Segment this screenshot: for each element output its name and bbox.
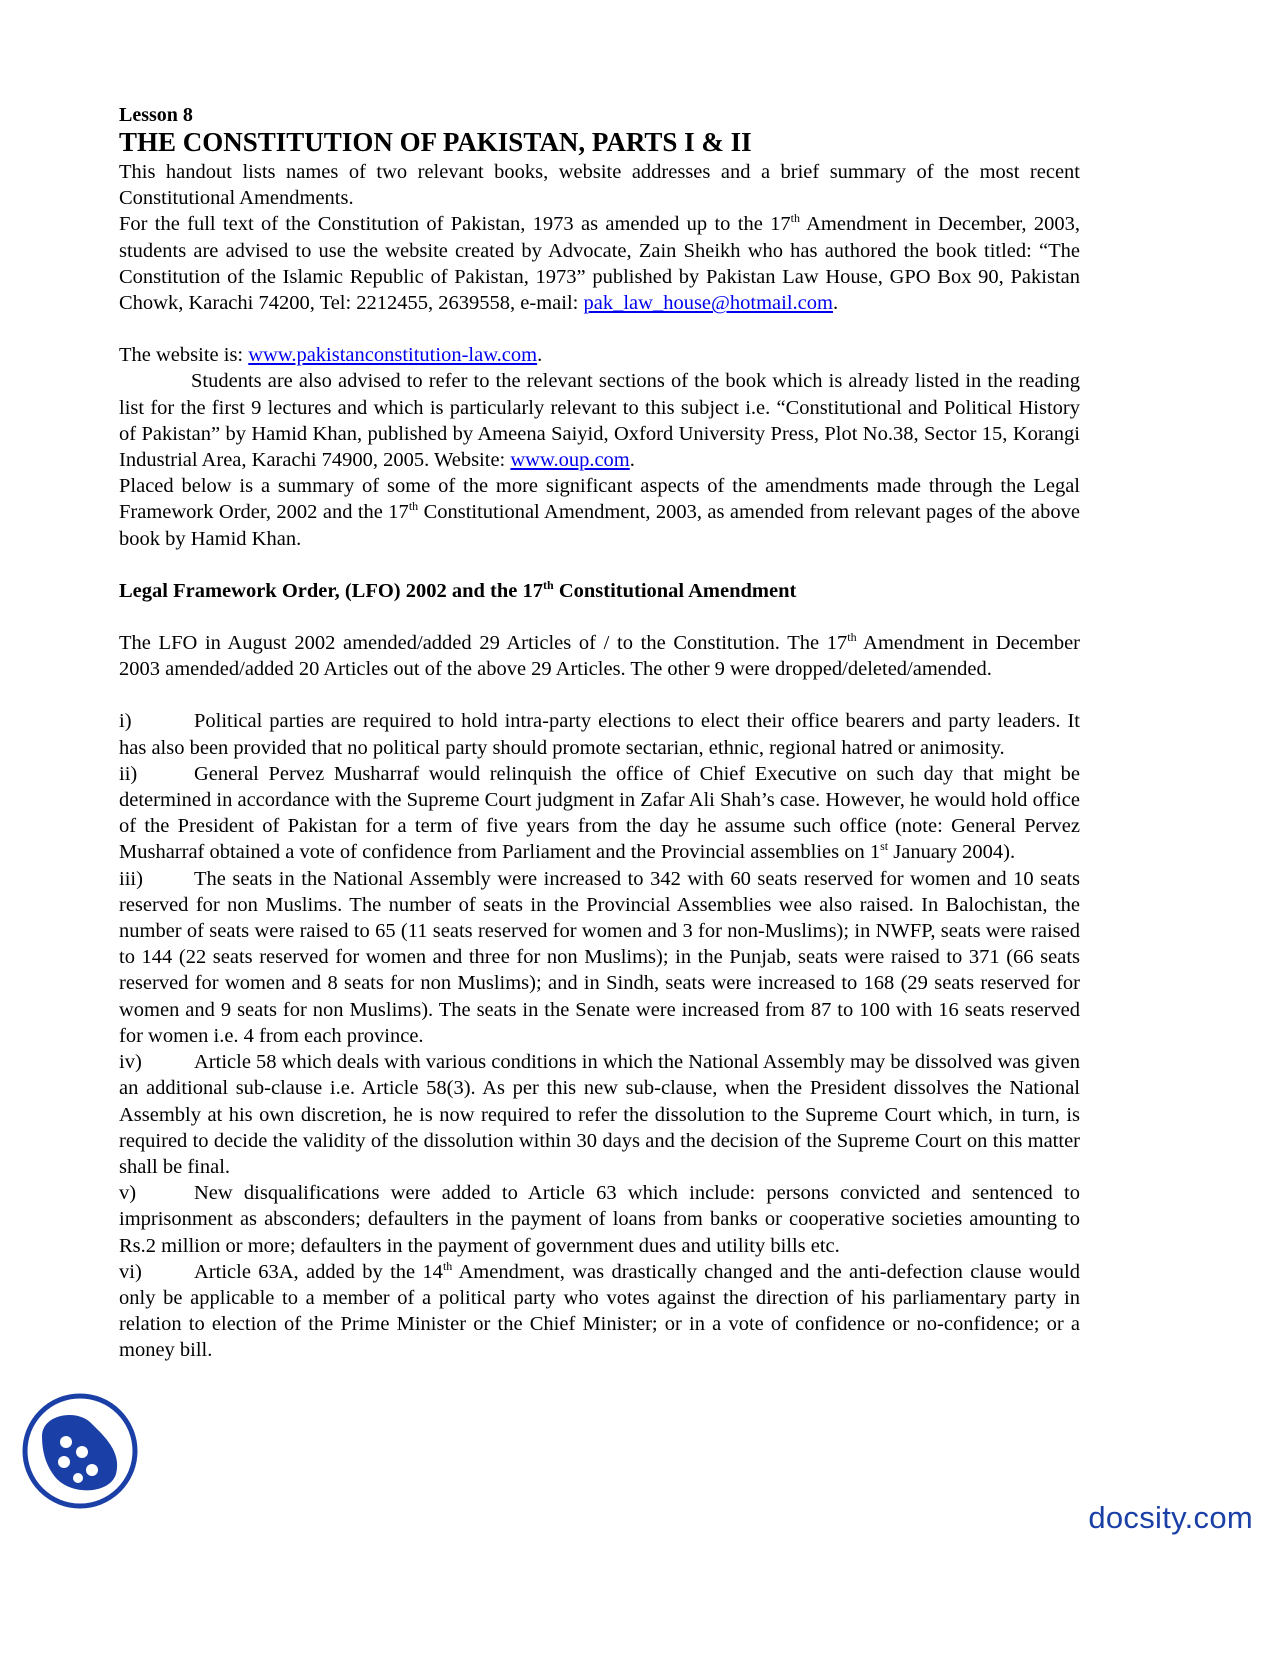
oup-website-link[interactable]: www.oup.com	[510, 449, 630, 472]
list-item-iii: iii) The seats in the National Assembly were increased to 342 with 60 seats reserved for women and 10 seats reserved for non Muslims. The number of seats in the Provincial Assemblies wee also raised. In Balochistan, the number of seats were raised to 65 (11 seats reserved for women and 3 for non-Muslims); in NWFP, seats were raised to 144 (22 seats reserved for women and three for non Muslims); in the Punjab, seats were raised to 371 (66 seats reserved for women and 8 seats for non Muslims); and in Sindh, seats were increased to 168 (29 seats reserved for women and 9 seats for non Muslims). The seats in the Senate were increased from 87 to 100 with 16 seats reserved for women i.e. 4 from each province.	[119, 867, 1080, 1047]
document-page	[119, 103, 1080, 1364]
list-item-ii: ii) General Pervez Musharraf would relinquish the office of Chief Executive on such day that might be determined in accordance with the Supreme Court judgment in Zafar Ali Shah’s case. However, he would hold office of the President of Pakistan for a term of five years from the day he assume such office (note: General Pervez Musharraf obtained a vote of confidence from Parliament and the Provincial assemblies on 1st January 2004).	[119, 762, 1080, 864]
email-link[interactable]: pak_law_house@hotmail.com	[583, 292, 833, 315]
website-paragraph: The website is: www.pakistanconstitution-law.com.	[119, 344, 543, 367]
docsity-brand-link[interactable]: docsity.com	[1088, 1500, 1253, 1535]
section-heading: Legal Framework Order, (LFO) 2002 and the 17th Constitutional Amendment	[119, 578, 797, 602]
page-title: THE CONSTITUTION OF PAKISTAN, PARTS I & II	[119, 127, 752, 157]
lfo-paragraph: The LFO in August 2002 amended/added 29 Articles of / to the Constitution. The 17th Amendment in December 2003 amended/added 20 Articles out of the above 29 Articles. The other 9 were dropped/deleted/amended.	[119, 630, 1080, 681]
list-item-v: v) New disqualifications were added to Article 63 which include: persons convicted and sentenced to imprisonment as absconders; defaulters in the payment of loans from banks or cooperative societies amounting to Rs.2 million or more; defaulters in the payment of government dues and utility bills etc.	[119, 1182, 1080, 1257]
fulltext-paragraph: For the full text of the Constitution of Pakistan, 1973 as amended up to the 17th Amendment in December, 2003, students are advised to use the website created by Advocate, Zain Sheikh who has authored the book titled: “The Constitution of the Islamic Republic of Pakistan, 1973” published by Pakistan Law House, GPO Box 90, Pakistan Chowk, Karachi 74200, Tel: 2212455, 2639558, e-mail: pak_law_house@hotmail.com.	[119, 211, 1080, 315]
list-item-iv: iv) Article 58 which deals with various conditions in which the National Assembly may be dissolved was given an additional sub-clause i.e. Article 58(3). As per this new sub-clause, when the President dissolves the National Assembly at his own discretion, he is now required to refer the dissolution to the Supreme Court which, in turn, is required to decide the validity of the dissolution within 30 days and the decision of the Supreme Court on this matter shall be final.	[119, 1051, 1080, 1178]
lesson-label: Lesson 8	[119, 104, 193, 126]
students-paragraph: Students are also advised to refer to the relevant sections of the book which is already listed in the reading list for the first 9 lectures and which is particularly relevant to this subject i.e. “Constitutional and Political History of Pakistan” by Hamid Khan, published by Ameena Saiyid, Oxford University Press, Plot No.38, Sector 15, Korangi Industrial Area, Karachi 74900, 2005. Website: www.oup.com.	[119, 370, 1080, 472]
list-item-vi: vi) Article 63A, added by the 14th Amendment, was drastically changed and the anti-defection clause would only be applicable to a member of a political party who votes against the direction of his parliamentary party in relation to election of the Prime Minister or the Chief Minister; or in a vote of confidence or no-confidence; or a money bill.	[119, 1258, 1080, 1362]
list-item-i: i) Political parties are required to hold intra-party elections to elect their office bearers and party leaders. It has also been provided that no political party should promote sectarian, ethnic, regional hatred or animosity.	[119, 710, 1080, 759]
intro-paragraph: This handout lists names of two relevant books, website addresses and a brief summary of the most recent Constitutional Amendments.	[119, 161, 1080, 210]
docsity-logo-icon[interactable]	[20, 1390, 140, 1512]
placed-paragraph: Placed below is a summary of some of the more significant aspects of the amendments made through the Legal Framework Order, 2002 and the 17th Constitutional Amendment, 2003, as amended from relevant pages of the above book by Hamid Khan.	[119, 475, 1080, 550]
constitution-website-link[interactable]: www.pakistanconstitution-law.com	[248, 344, 538, 367]
